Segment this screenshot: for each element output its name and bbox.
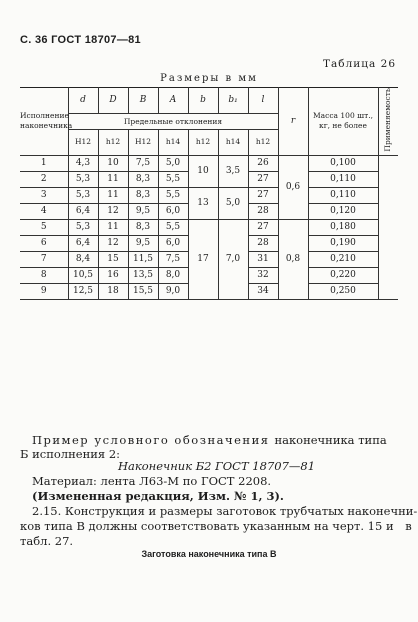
cell-A: 6,0 <box>158 204 188 220</box>
example-designation: Наконечник Б2 ГОСТ 18707—81 <box>118 459 316 473</box>
cell-r: 0,8 <box>278 220 308 300</box>
paragraph-2-15-line-1: 2.15. Конструкция и размеры заготовок трубчатых наконечни- <box>32 504 418 518</box>
cell-n: 1 <box>20 156 68 172</box>
cell-A: 5,5 <box>158 188 188 204</box>
example-edition: (Измененная редакция, Изм. № 1, 3). <box>32 489 284 503</box>
cell-n: 8 <box>20 268 68 284</box>
cell-A: 5,5 <box>158 220 188 236</box>
cell-n: 3 <box>20 188 68 204</box>
cell-d: 8,4 <box>68 252 98 268</box>
cell-d: 5,3 <box>68 220 98 236</box>
cell-n: 2 <box>20 172 68 188</box>
tolerance-b: h12 <box>188 129 218 155</box>
cell-B: 8,3 <box>128 188 158 204</box>
cell-A: 7,5 <box>158 252 188 268</box>
header-applicability: Применяемость <box>378 88 398 156</box>
cell-d: 10,5 <box>68 268 98 284</box>
cell-A: 9,0 <box>158 284 188 300</box>
cell-mass: 0,210 <box>308 252 378 268</box>
cell-B: 8,3 <box>128 220 158 236</box>
cell-b: 17 <box>188 220 218 300</box>
drawing-title-v: Заготовка наконечника типа В <box>141 549 277 559</box>
tolerance-d: H12 <box>68 129 98 155</box>
cell-n: 6 <box>20 236 68 252</box>
cell-l: 32 <box>248 268 278 284</box>
header-l: l <box>248 88 278 114</box>
cell-l: 26 <box>248 156 278 172</box>
tolerance-D: h12 <box>98 129 128 155</box>
cell-d: 5,3 <box>68 188 98 204</box>
cell-d: 6,4 <box>68 204 98 220</box>
cell-D: 12 <box>98 236 128 252</box>
cell-mass: 0,120 <box>308 204 378 220</box>
header-deviations: Предельные отклонения <box>68 114 278 129</box>
example-line-2: Б исполнения 2: <box>20 447 121 461</box>
cell-B: 11,5 <box>128 252 158 268</box>
paragraph-2-15-line-2-tail: в <box>405 519 412 533</box>
cell-B: 7,5 <box>128 156 158 172</box>
example-material: Материал: лента Л63-М по ГОСТ 2208. <box>32 474 272 488</box>
table-row <box>20 188 398 204</box>
cell-A: 6,0 <box>158 236 188 252</box>
cell-n: 4 <box>20 204 68 220</box>
tolerance-B: H12 <box>128 129 158 155</box>
cell-D: 11 <box>98 172 128 188</box>
cell-D: 11 <box>98 220 128 236</box>
cell-n: 7 <box>20 252 68 268</box>
paragraph-2-15-line-2-text: ков типа В должны соответствовать указанным на черт. 15 и <box>20 519 394 533</box>
cell-d: 4,3 <box>68 156 98 172</box>
cell-mass: 0,220 <box>308 268 378 284</box>
table-caption: Размеры в мм <box>160 73 258 84</box>
cell-B: 9,5 <box>128 204 158 220</box>
cell-r: 0,6 <box>278 156 308 220</box>
table-row <box>20 156 398 172</box>
cell-D: 16 <box>98 268 128 284</box>
cell-l: 28 <box>248 204 278 220</box>
cell-mass: 0,250 <box>308 284 378 300</box>
tolerance-A: h14 <box>158 129 188 155</box>
dimensions-table <box>20 87 398 300</box>
table-row <box>20 220 398 236</box>
cell-n: 9 <box>20 284 68 300</box>
example-line-1 <box>32 433 387 447</box>
tolerance-l: h12 <box>248 129 278 155</box>
paragraph-2-15-line-3: табл. 27. <box>20 534 74 548</box>
header-D: D <box>98 88 128 114</box>
paragraph-2-15-line-2 <box>20 519 412 533</box>
cell-b: 10 <box>188 156 218 188</box>
cell-d: 12,5 <box>68 284 98 300</box>
cell-b: 13 <box>188 188 218 220</box>
tolerance-b1: h14 <box>218 129 248 155</box>
cell-mass: 0,110 <box>308 188 378 204</box>
cell-l: 28 <box>248 236 278 252</box>
cell-D: 10 <box>98 156 128 172</box>
cell-d: 5,3 <box>68 172 98 188</box>
cell-l: 27 <box>248 172 278 188</box>
example-lead-tail: наконечника типа <box>274 433 387 447</box>
header-d: d <box>68 88 98 114</box>
cell-B: 15,5 <box>128 284 158 300</box>
cell-B: 13,5 <box>128 268 158 284</box>
header-B: B <box>128 88 158 114</box>
cell-D: 12 <box>98 204 128 220</box>
cell-mass: 0,110 <box>308 172 378 188</box>
header-mass: Масса 100 шт., кг, не более <box>308 88 378 156</box>
cell-B: 8,3 <box>128 172 158 188</box>
cell-l: 27 <box>248 188 278 204</box>
cell-b1: 5,0 <box>218 188 248 220</box>
header-A: A <box>158 88 188 114</box>
cell-l: 34 <box>248 284 278 300</box>
cell-mass: 0,100 <box>308 156 378 172</box>
cell-n: 5 <box>20 220 68 236</box>
header-execution: Исполнение наконечника <box>20 88 68 156</box>
table-label: Таблица 26 <box>323 58 396 70</box>
example-lead: Пример условного обозначения <box>32 433 270 447</box>
header-b1: b₁ <box>218 88 248 114</box>
cell-D: 15 <box>98 252 128 268</box>
cell-applicability <box>378 156 398 300</box>
cell-d: 6,4 <box>68 236 98 252</box>
cell-D: 11 <box>98 188 128 204</box>
header-b: b <box>188 88 218 114</box>
page-header: С. 36 ГОСТ 18707—81 <box>20 34 141 46</box>
cell-A: 5,0 <box>158 156 188 172</box>
cell-B: 9,5 <box>128 236 158 252</box>
cell-mass: 0,180 <box>308 220 378 236</box>
cell-l: 31 <box>248 252 278 268</box>
cell-mass: 0,190 <box>308 236 378 252</box>
cell-b1: 7,0 <box>218 220 248 300</box>
cell-D: 18 <box>98 284 128 300</box>
header-r: r <box>278 88 308 156</box>
cell-b1: 3,5 <box>218 156 248 188</box>
cell-l: 27 <box>248 220 278 236</box>
cell-A: 8,0 <box>158 268 188 284</box>
cell-A: 5,5 <box>158 172 188 188</box>
